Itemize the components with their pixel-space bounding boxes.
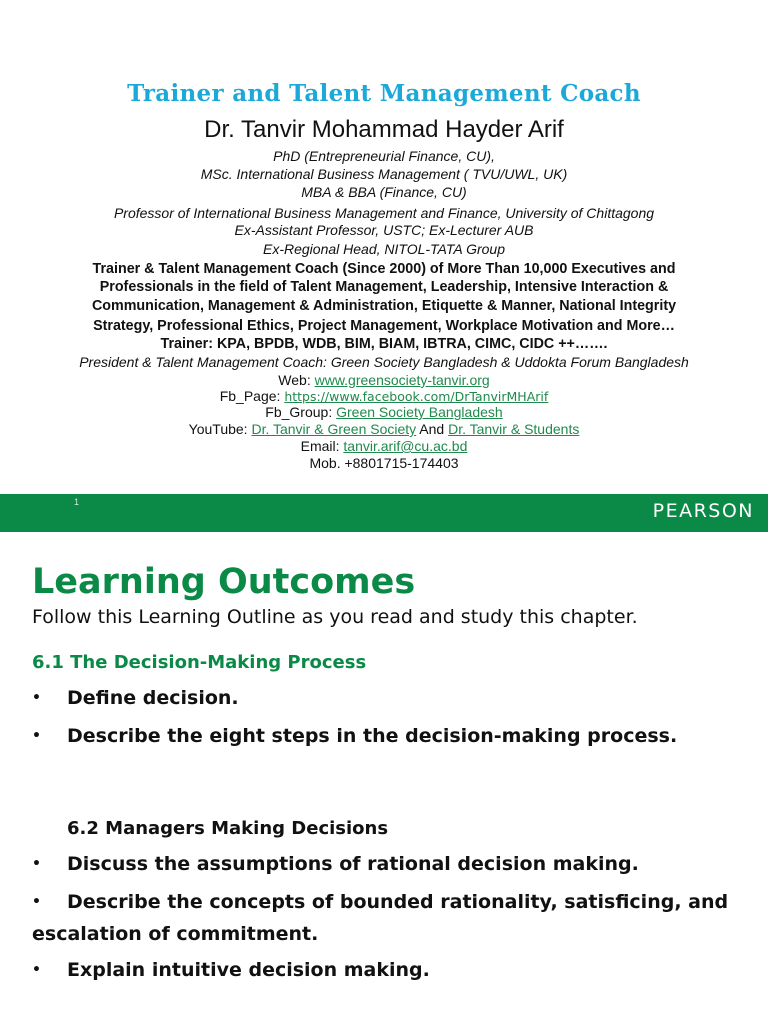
list-item [32,954,732,986]
fb-page-label: Fb_Page: [219,388,285,404]
list-item [32,682,732,714]
web-link[interactable]: www.greensociety-tanvir.org [314,372,490,388]
credential-line: MSc. International Business Management ( TVU/UWL, UK) [200,166,568,182]
list-item-text: Describe the eight steps in the decision-making process. [67,725,678,747]
mobile-line: Mob. +8801715-174403 [309,455,459,471]
pearson-logo: PEARSON [652,500,754,522]
bullet-icon: • [32,894,41,910]
youtube-line [0,420,768,438]
section-heading-6-2: 6.2 Managers Making Decisions [67,818,389,839]
list-item-text: Discuss the assumptions of rational decision making. [67,853,639,875]
learning-outcomes-slide [0,532,768,1024]
list-item-text: Define decision. [67,687,239,709]
youtube-link-students[interactable]: Dr. Tanvir & Students [448,421,580,437]
bio-line: Trainer: KPA, BPDB, WDB, BIM, BIAM, IBTRA, CIMC, CIDC ++……. [160,336,608,352]
bio-line: Professionals in the field of Talent Management, Leadership, Intensive Interaction & [99,279,669,295]
section-heading-6-1: 6.1 The Decision-Making Process [32,652,367,673]
slide-title: Learning Outcomes [32,562,416,602]
credential-line: Ex-Regional Head, NITOL-TATA Group [263,241,505,257]
fb-group-label: Fb_Group: [265,404,337,420]
fb-group-line [0,403,768,421]
bullet-icon: • [32,728,41,744]
credential-line: Professor of International Business Management and Finance, University of Chittagong [113,205,655,221]
list-item [32,720,732,752]
credential-line: Ex-Assistant Professor, USTC; Ex-Lecturer AUB [234,222,534,238]
header-title: Trainer and Talent Management Coach [127,80,641,107]
bullet-icon: • [32,962,41,978]
list-item-text: Describe the concepts of bounded rationality, satisficing, and escalation of commitment. [32,891,729,945]
email-label: Email: [300,438,344,454]
credential-line: PhD (Entrepreneurial Finance, CU), [273,148,495,164]
bio-line: Strategy, Professional Ethics, Project Management, Workplace Motivation and More… [93,318,675,334]
list-item [32,886,732,950]
credential-line: MBA & BBA (Finance, CU) [301,184,467,200]
youtube-and: And [416,421,449,437]
youtube-link-green-society[interactable]: Dr. Tanvir & Green Society [251,421,417,437]
pearson-band [0,494,768,532]
web-label: Web: [278,372,315,388]
list-item [32,848,732,880]
slide-subtitle: Follow this Learning Outline as you read and study this chapter. [32,606,638,628]
bio-line: Trainer & Talent Management Coach (Since 2000) of More Than 10,000 Executives and [92,261,676,277]
fb-page-link[interactable]: https://www.facebook.com/DrTanvirMHArif [284,389,549,404]
president-line: President & Talent Management Coach: Green Society Bangladesh & Uddokta Forum Bangladesh [79,354,689,370]
email-link[interactable]: tanvir.arif@cu.ac.bd [343,438,468,454]
author-name: Dr. Tanvir Mohammad Hayder Arif [204,116,564,143]
fb-group-link[interactable]: Green Society Bangladesh [336,404,503,420]
bullet-icon: • [32,856,41,872]
bio-line: Communication, Management & Administration, Etiquette & Manner, National Integrity [91,298,677,314]
bullet-icon: • [32,690,41,706]
youtube-label: YouTube: [188,421,252,437]
list-item-text: Explain intuitive decision making. [67,959,430,981]
page-number: 1 [74,497,80,507]
email-line [0,437,768,455]
